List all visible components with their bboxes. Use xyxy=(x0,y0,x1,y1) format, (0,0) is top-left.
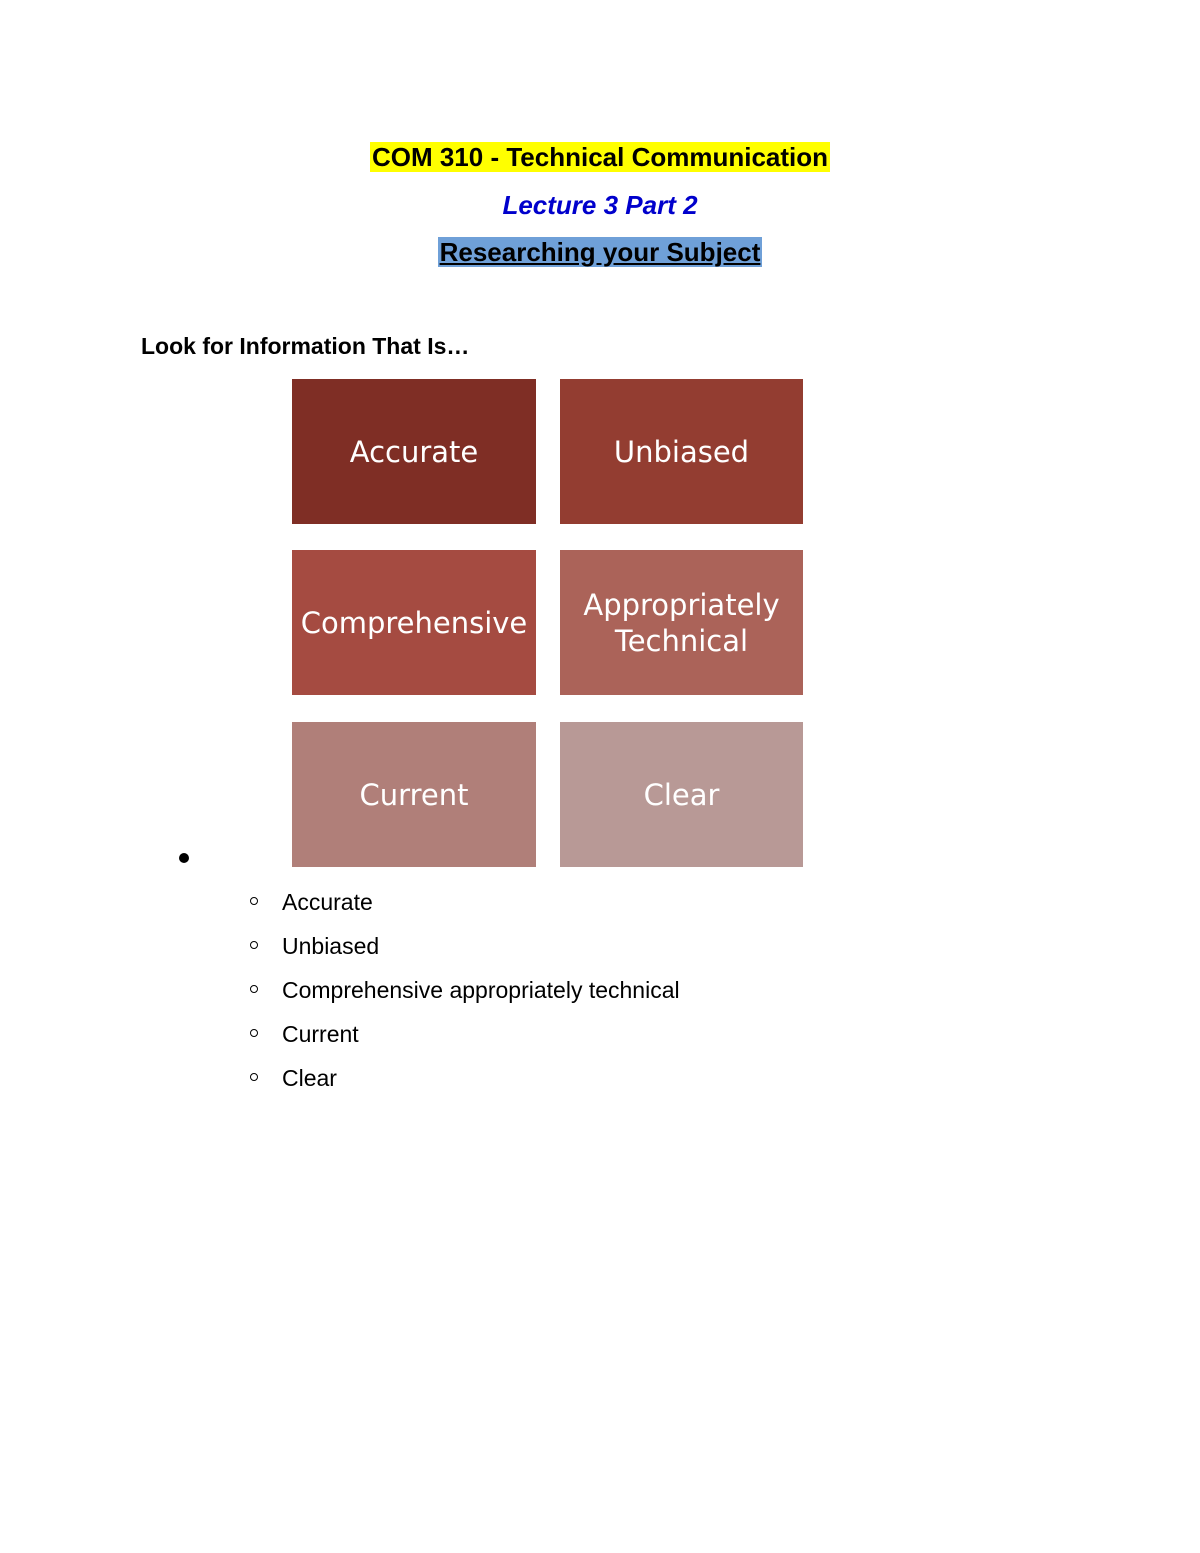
lecture-title-text: Lecture 3 Part 2 xyxy=(502,190,698,220)
list-item-text: Current xyxy=(282,1021,359,1047)
tile-label: Current xyxy=(359,777,469,812)
list-item-text: Unbiased xyxy=(282,933,380,959)
tile-label: Accurate xyxy=(349,434,479,469)
list-item-text: Comprehensive appropriately technical xyxy=(282,977,680,1003)
tile-current xyxy=(292,722,536,867)
tile-accurate xyxy=(292,379,536,524)
tile-label: Clear xyxy=(643,777,720,812)
tile-unbiased xyxy=(560,379,803,524)
bullet-marker xyxy=(179,853,189,863)
tile-label: Unbiased xyxy=(613,434,750,469)
tile-appropriately-technical xyxy=(560,550,803,695)
hollow-circle-bullet-icon xyxy=(250,1029,258,1037)
hollow-circle-bullet-icon xyxy=(250,897,258,905)
course-title-text: COM 310 - Technical Communication xyxy=(371,142,829,172)
tile-comprehensive xyxy=(292,550,536,695)
hollow-circle-bullet-icon xyxy=(250,941,258,949)
hollow-circle-bullet-icon xyxy=(250,1073,258,1081)
section-title xyxy=(0,235,1200,269)
section-title-text: Researching your Subject xyxy=(439,237,761,267)
lecture-title xyxy=(0,188,1200,222)
hollow-circle-bullet-icon xyxy=(250,985,258,993)
tile-clear xyxy=(560,722,803,867)
tile-label: Comprehensive xyxy=(300,605,528,640)
list-item-text: Accurate xyxy=(282,889,373,915)
tile-label: Appropriately Technical xyxy=(583,587,780,658)
list-item-text: Clear xyxy=(282,1065,337,1091)
intro-text: Look for Information That Is… xyxy=(141,333,470,359)
course-title xyxy=(0,140,1200,174)
criteria-tile-grid xyxy=(292,379,804,867)
